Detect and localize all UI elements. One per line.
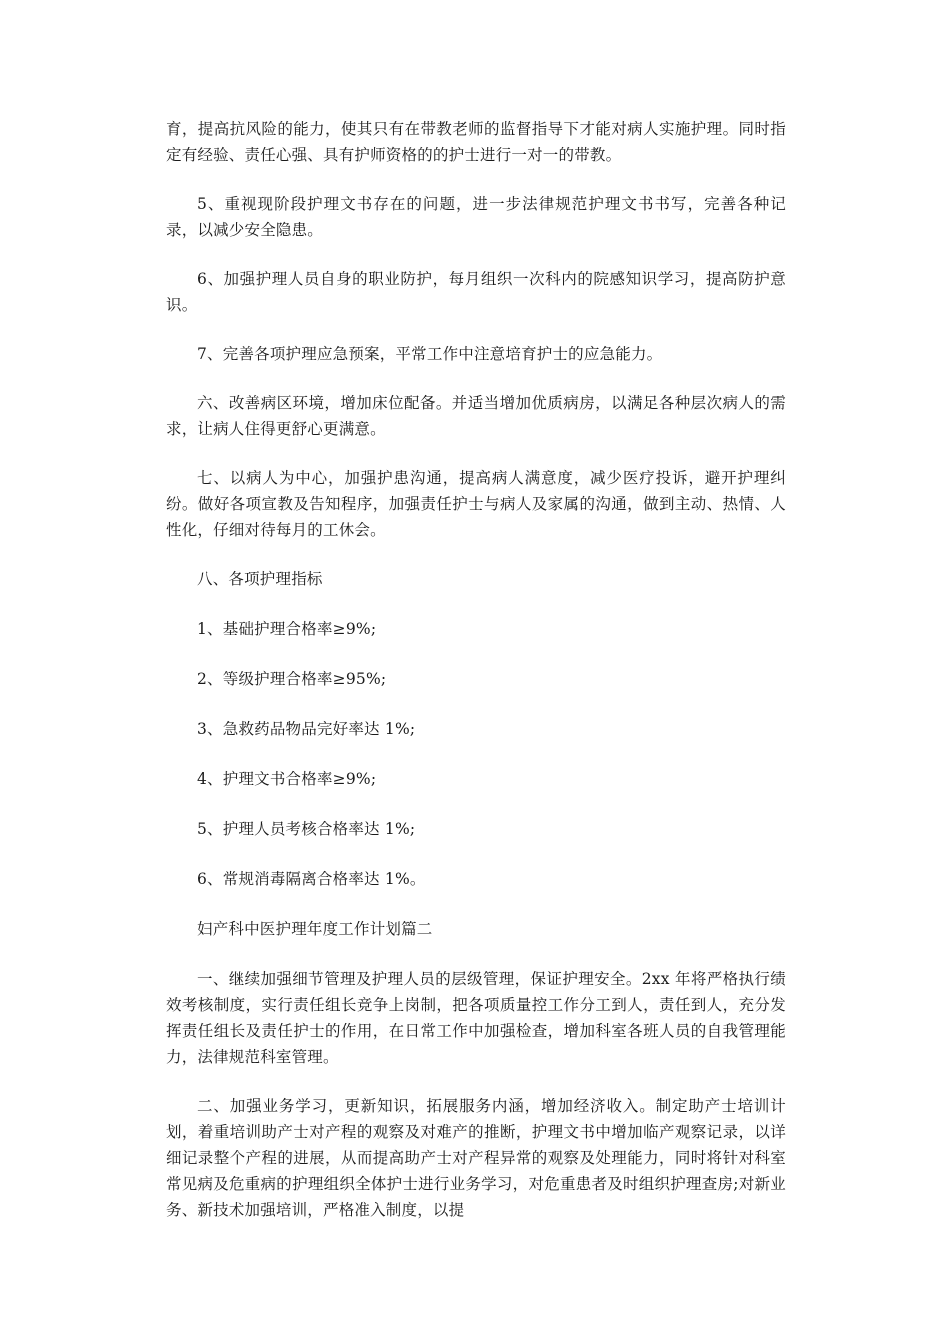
- paragraph-continuation: 育，提高抗风险的能力，使其只有在带教老师的监督指导下才能对病人实施护理。同时指定有经验、责任心强、具有护师资格的的护士进行一对一的带教。: [166, 120, 786, 164]
- paragraph-item-5: 5、重视现阶段护理文书存在的问题，进一步法律规范护理文书书写，完善各种记录，以减少安全隐患。: [166, 195, 786, 239]
- section-heading-8: 八、各项护理指标: [197, 570, 323, 588]
- indicator-item-2: 2、等级护理合格率≥95%;: [197, 670, 387, 688]
- paragraph-item-7: 7、完善各项护理应急预案，平常工作中注意培育护士的应急能力。: [197, 345, 663, 363]
- indicator-item-6: 6、常规消毒隔离合格率达 1%。: [197, 870, 426, 888]
- article-title-part-2: 妇产科中医护理年度工作计划篇二: [197, 920, 433, 938]
- indicator-item-1: 1、基础护理合格率≥9%;: [197, 620, 377, 638]
- document-body: [166, 116, 786, 1246]
- indicator-item-5: 5、护理人员考核合格率达 1%;: [197, 820, 416, 838]
- indicator-item-4: 4、护理文书合格率≥9%;: [197, 770, 377, 788]
- paragraph-item-6: 6、加强护理人员自身的职业防护，每月组织一次科内的院感知识学习，提高防护意识。: [166, 270, 786, 314]
- paragraph-part2-section-1: 一、继续加强细节管理及护理人员的层级管理，保证护理安全。2xx 年将严格执行绩效考核制度，实行责任组长竞争上岗制，把各项质量控工作分工到人，责任到人，充分发挥责任组长及责任护士的作用，在日常工作中加强检查，增加科室各班人员的自我管理能力，法律规范科室管理。: [166, 970, 786, 1066]
- paragraph-section-7: 七、以病人为中心，加强护患沟通，提高病人满意度，减少医疗投诉，避开护理纠纷。做好各项宣教及告知程序，加强责任护士与病人及家属的沟通，做到主动、热情、人性化，仔细对待每月的工休会。: [166, 469, 786, 539]
- paragraph-section-6: 六、改善病区环境，增加床位配备。并适当增加优质病房，以满足各种层次病人的需求，让病人住得更舒心更满意。: [166, 394, 786, 438]
- indicator-item-3: 3、急救药品物品完好率达 1%;: [197, 720, 416, 738]
- paragraph-part2-section-2: 二、加强业务学习，更新知识，拓展服务内涵，增加经济收入。制定助产士培训计划，着重培训助产士对产程的观察及对难产的推断，护理文书中增加临产观察记录，以详细记录整个产程的进展，从而提高助产士对产程异常的观察及处理能力，同时将针对科室常见病及危重病的护理组织全体护士进行业务学习，对危重患者及时组织护理查房;对新业务、新技术加强培训，严格准入制度，以提: [166, 1097, 786, 1219]
